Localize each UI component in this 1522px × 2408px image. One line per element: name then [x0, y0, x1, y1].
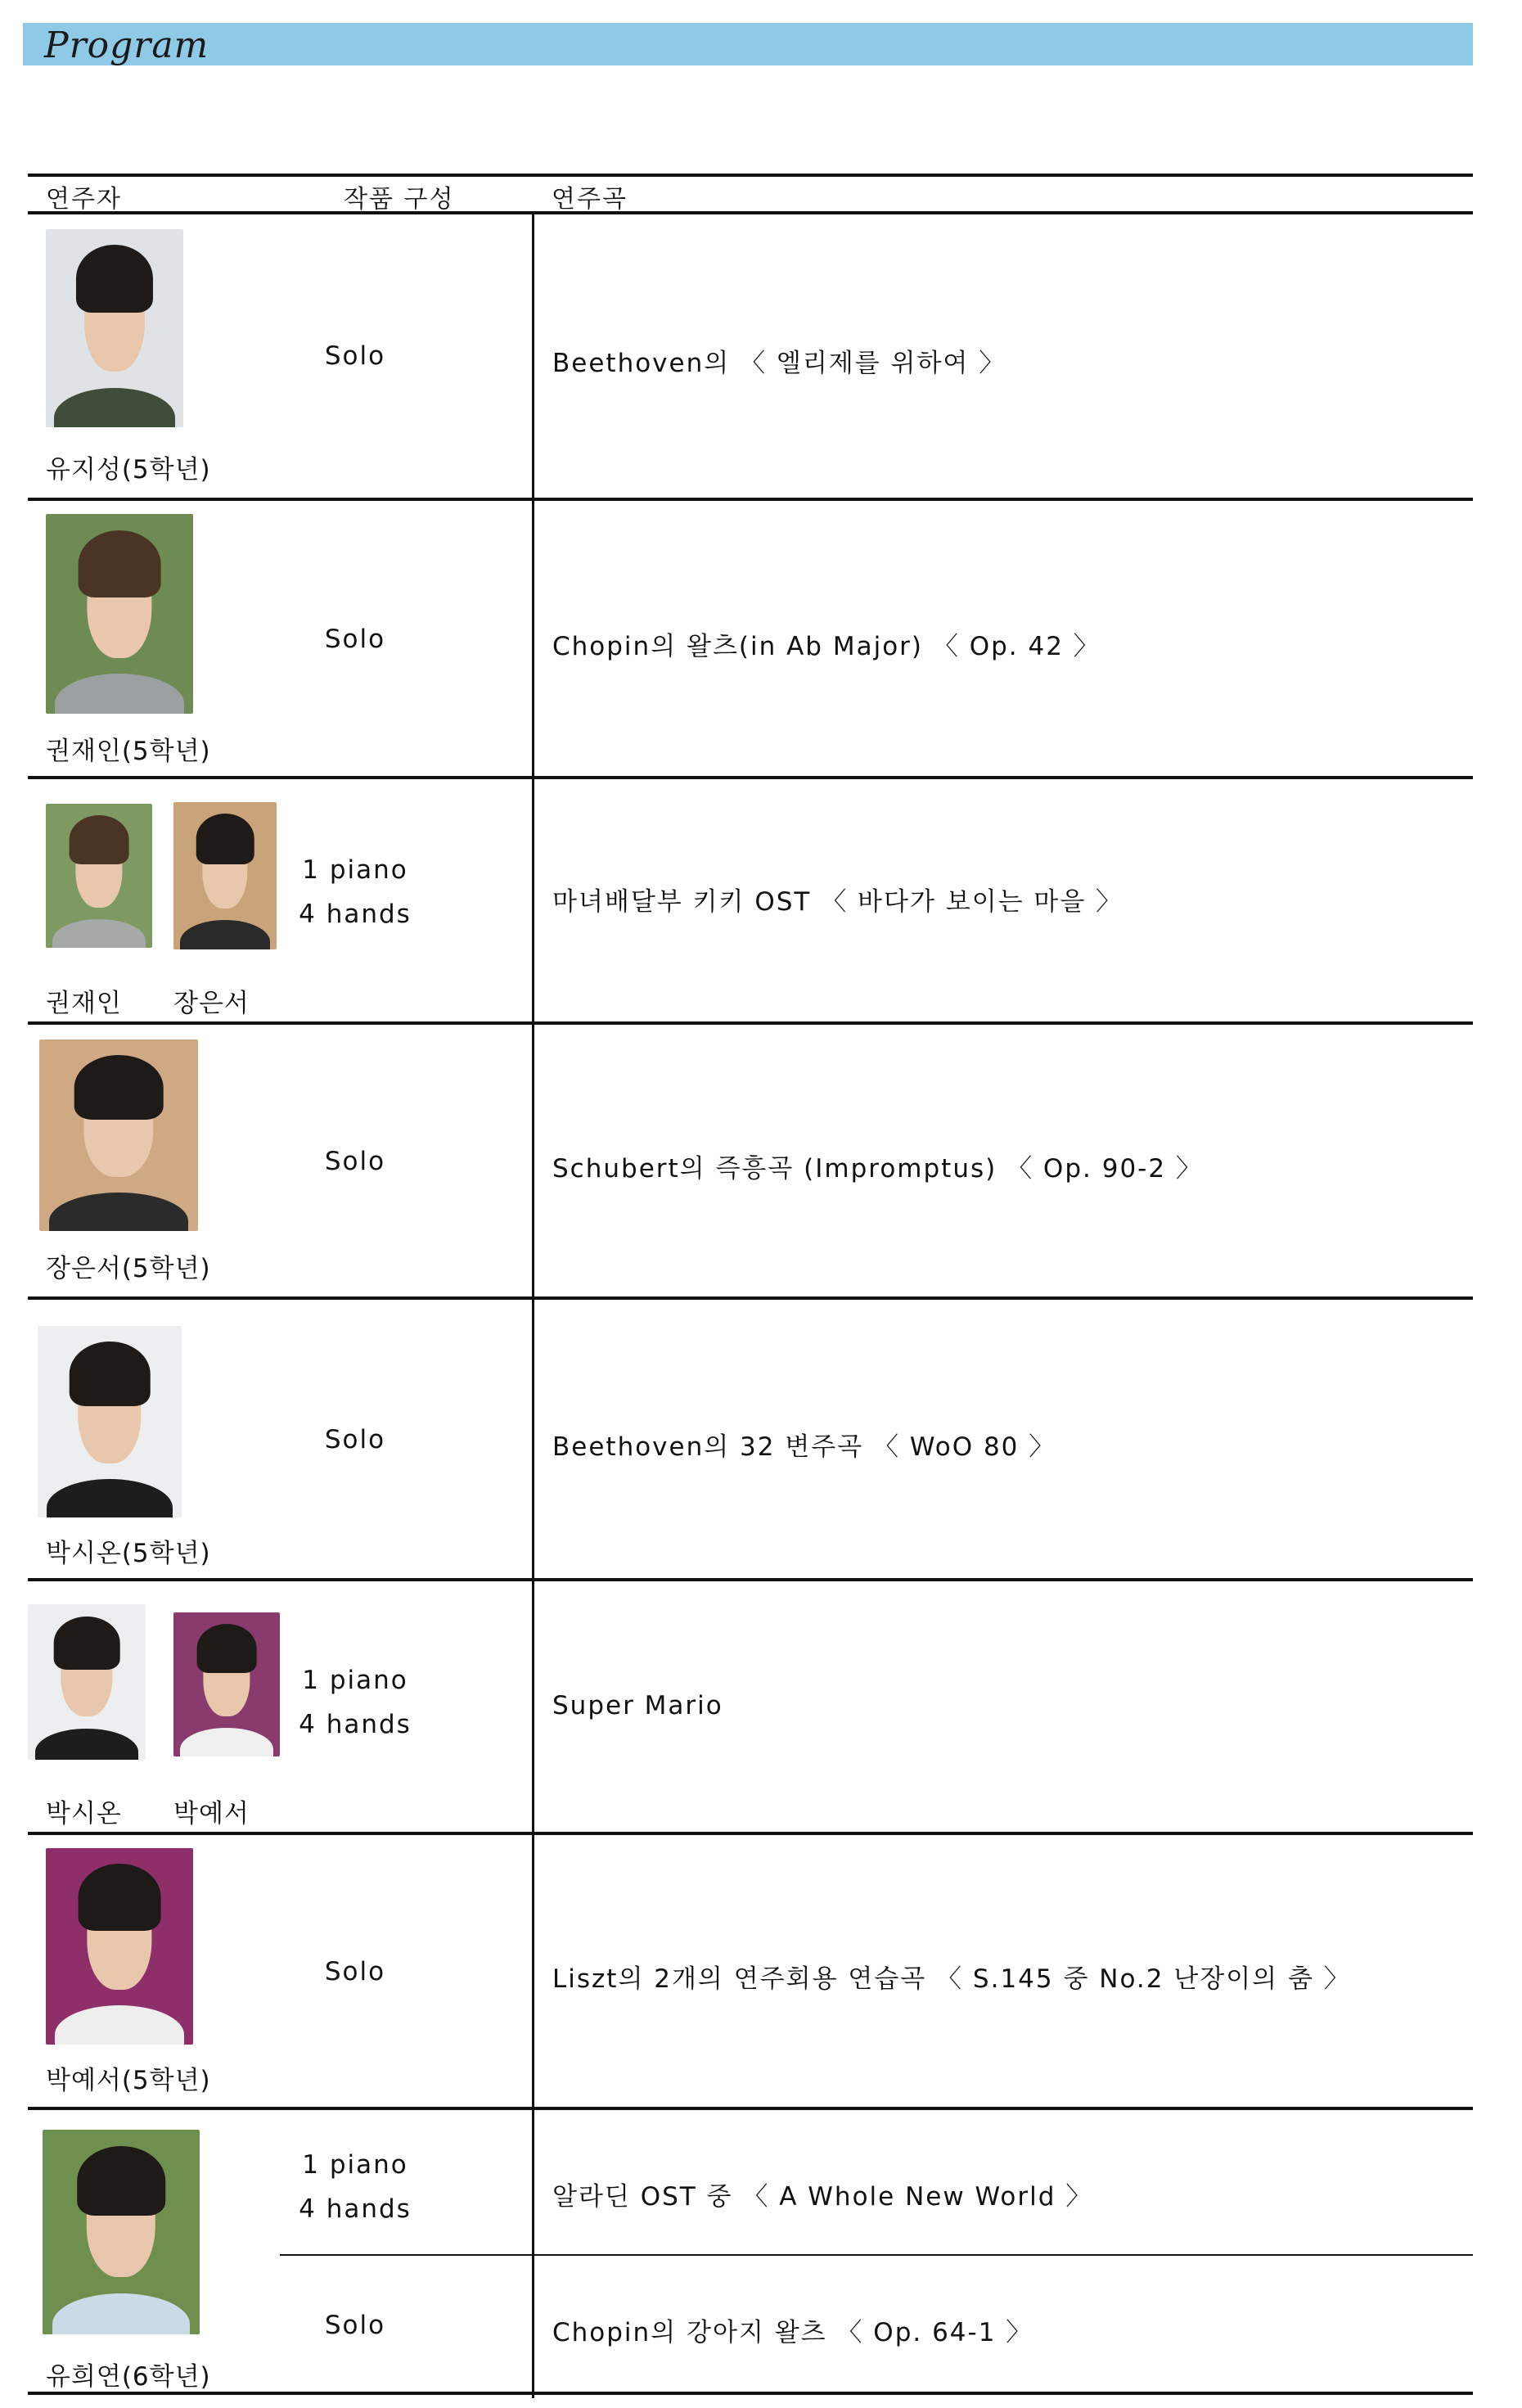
setup-line: 4 hands	[299, 2194, 412, 2224]
setup-line: 1 piano	[302, 855, 408, 885]
piece-title: Chopin의 강아지 왈츠 〈 Op. 64-1 〉	[552, 2318, 1033, 2347]
performer-photo	[28, 1604, 146, 1760]
piece-title: Liszt의 2개의 연주회용 연습곡 〈 S.145 중 No.2 난장이의 춤 〉	[552, 1964, 1351, 1994]
setup-line: Solo	[324, 2311, 386, 2340]
setup-line: 1 piano	[302, 1666, 408, 1695]
performer-name: 장은서	[173, 989, 250, 1018]
table-bottom-rule	[28, 2392, 1473, 2395]
column-header-performer: 연주자	[46, 185, 122, 214]
setup-line: Solo	[324, 341, 386, 371]
piece-title: Chopin의 왈츠(in Ab Major) 〈 Op. 42 〉	[552, 632, 1101, 661]
setup-line: Solo	[324, 1147, 386, 1176]
setup-line: 4 hands	[299, 900, 412, 929]
performer-name: 유지성(5학년)	[46, 455, 211, 485]
performer-photo	[46, 514, 193, 714]
program-banner	[23, 23, 1473, 65]
table-row	[28, 1300, 1473, 1578]
table-row	[28, 214, 1473, 498]
performer-name: 박예서(5학년)	[46, 2066, 211, 2095]
performer-photo	[46, 804, 152, 948]
table-row	[28, 779, 1473, 1021]
table-row	[28, 1835, 1473, 2107]
performer-photo	[39, 1039, 198, 1231]
performer-photo	[43, 2130, 200, 2334]
performer-name: 박예서	[173, 1799, 250, 1829]
piece-title: Schubert의 즉흥곡 (Impromptus) 〈 Op. 90-2 〉	[552, 1154, 1203, 1184]
performer-name: 박시온(5학년)	[46, 1539, 211, 1568]
piece-title: Super Mario	[552, 1691, 723, 1720]
piece-title: 알라딘 OST 중 〈 A Whole New World 〉	[552, 2182, 1093, 2212]
table-row	[28, 2110, 1473, 2392]
page-title: Program	[44, 25, 209, 66]
performer-photo	[46, 229, 183, 427]
piece-title: Beethoven의 32 변주곡 〈 WoO 80 〉	[552, 1432, 1056, 1462]
performer-photo	[46, 1848, 193, 2045]
piece-title: 마녀배달부 키키 OST 〈 바다가 보이는 마을 〉	[552, 887, 1123, 917]
table-row	[28, 501, 1473, 776]
performer-photo	[38, 1326, 182, 1517]
performer-name: 박시온	[46, 1799, 122, 1829]
performer-name: 권재인	[46, 989, 122, 1018]
setup-line: Solo	[324, 1425, 386, 1454]
setup-line: 1 piano	[302, 2150, 408, 2180]
table-row	[28, 1581, 1473, 1832]
column-header-piece: 연주곡	[552, 185, 628, 214]
program-table	[28, 174, 1473, 2398]
table-top-rule	[28, 174, 1473, 177]
setup-line: 4 hands	[299, 1710, 412, 1739]
setup-line: Solo	[324, 1957, 386, 1986]
column-header-setup: 작품 구성	[344, 185, 455, 214]
setup-line: Solo	[324, 625, 386, 654]
table-row	[28, 1025, 1473, 1296]
entry-divider	[280, 2254, 1473, 2256]
performer-name: 장은서(5학년)	[46, 1254, 211, 1283]
performer-name: 권재인(5학년)	[46, 737, 211, 766]
performer-name: 유희연(6학년)	[46, 2362, 211, 2392]
piece-title: Beethoven의 〈 엘리제를 위하여 〉	[552, 349, 1006, 378]
